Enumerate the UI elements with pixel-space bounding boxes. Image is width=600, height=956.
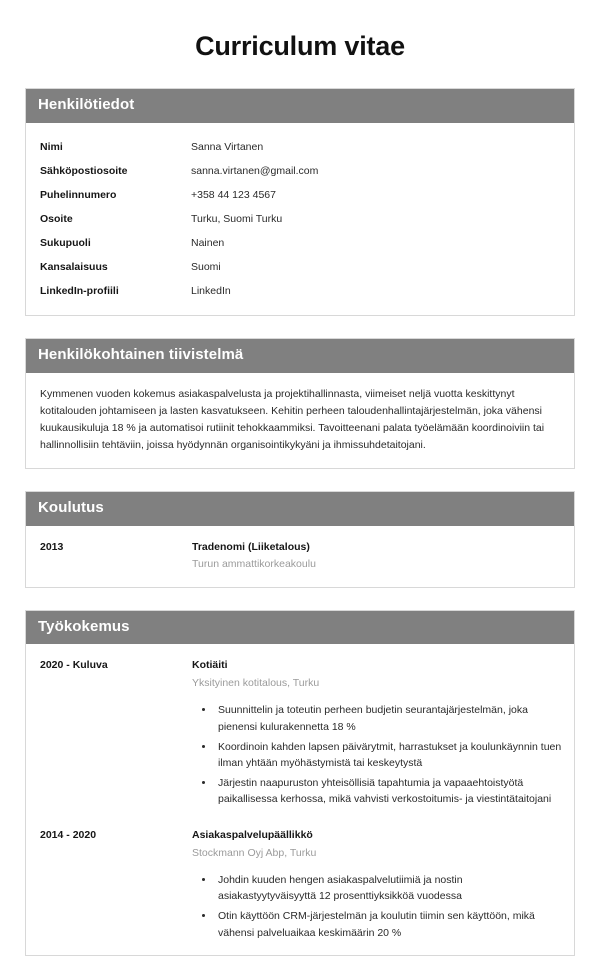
table-row [39,231,562,255]
entry-date: 2014 - 2020 [40,828,97,841]
section-body-personal-details [26,123,574,315]
table-row [39,279,562,303]
list-item [39,826,562,943]
table-row [39,135,562,159]
entry-title: Asiakaspalvelupäällikkö [192,828,313,841]
list-item [39,538,562,575]
info-value: Suomi [191,261,221,274]
info-value: Sanna Virtanen [191,141,264,154]
info-label: Sähköpostiosoite [40,165,128,178]
entry-date: 2013 [40,540,64,553]
section-education [25,491,575,588]
info-label: Sukupuoli [40,237,91,250]
section-header-personal-summary: Henkilökohtainen tiivistelmä [26,339,574,373]
table-row [39,255,562,279]
entry-main [192,658,562,807]
entry-subtitle: Stockmann Oyj Abp, Turku [192,846,317,859]
section-header-education: Koulutus [26,492,574,526]
page-title: Curriculum vitae [195,31,405,61]
entry-main [192,540,562,573]
info-label: Osoite [40,213,73,226]
info-value: Turku, Suomi Turku [191,213,283,226]
section-personal-summary [25,338,575,469]
section-work-experience [25,610,575,956]
list-item: • Otin käyttöön CRM-järjestelmän ja koulutin tiimin sen käyttöön, mikä vähensi palveluaikaa keskimäärin 20 % [215,908,562,941]
table-row [39,159,562,183]
list-item: • Järjestin naapuruston yhteisöllisiä tapahtumia ja vapaaehtoistyötä paikallisessa kerhossa, mikä vahvisti verkostoitumis- ja viestintätaitojani [215,775,562,808]
section-personal-details [25,88,575,316]
entry-bullet-list [192,702,562,807]
personal-details-rows [39,135,562,303]
entry-title: Kotiäiti [192,659,228,672]
info-value-linkedin[interactable]: LinkedIn [191,285,231,298]
table-row [39,207,562,231]
info-value: +358 44 123 4567 [191,189,276,202]
summary-paragraph: Kymmenen vuoden kokemus asiakaspalvelusta ja projektihallinnasta, viimeiset neljä vuotta keskittynyt kotitalouden johtamiseen ja lasten kasvatukseen. Kehitin perheen taloudenhallintajärjestelmän, joka vähensi kuukausikuluja 18 % ja automatisoi rutiinit tehokkaammiksi. Tavoitteenani palata työelämään koordinoiviin tai hallinnollisiin tehtäviin, joissa hyödynnän organisointikykyäni ja ihmissuhdetaitojani. [40,387,545,451]
info-label: Puhelinnumero [40,189,117,202]
info-label: Nimi [40,141,63,154]
info-value: sanna.virtanen@gmail.com [191,165,319,178]
list-item: • Suunnittelin ja toteutin perheen budjetin seurantajärjestelmän, joka pienensi kulurakennetta 18 % [215,702,562,735]
table-row [39,183,562,207]
section-body-work-experience [26,644,574,955]
section-header-personal-details: Henkilötiedot [26,89,574,123]
entry-subtitle: Yksityinen kotitalous, Turku [192,677,320,690]
entry-main [192,828,562,941]
list-item: • Koordinoin kahden lapsen päivärytmit, harrastukset ja koulunkäynnin tuen ilman yhtään myöhästymistä tai keskeytystä [215,739,562,772]
section-body-education [26,526,574,587]
list-item [39,656,562,809]
section-header-work-experience: Työkokemus [26,611,574,645]
info-label: LinkedIn-profiili [40,285,119,298]
section-body-personal-summary [26,373,574,468]
entry-subtitle: Turun ammattikorkeakoulu [192,558,316,571]
entry-date: 2020 - Kuluva [40,659,108,672]
info-value: Nainen [191,237,225,250]
personal-details-table [39,135,562,303]
entry-bullet-list [192,872,562,941]
info-label: Kansalaisuus [40,261,108,274]
list-item: • Johdin kuuden hengen asiakaspalvelutiimiä ja nostin asiakastyytyväisyyttä 12 prosenttiyksikköä vuodessa [215,872,562,905]
entry-title: Tradenomi (Liiketalous) [192,540,310,553]
